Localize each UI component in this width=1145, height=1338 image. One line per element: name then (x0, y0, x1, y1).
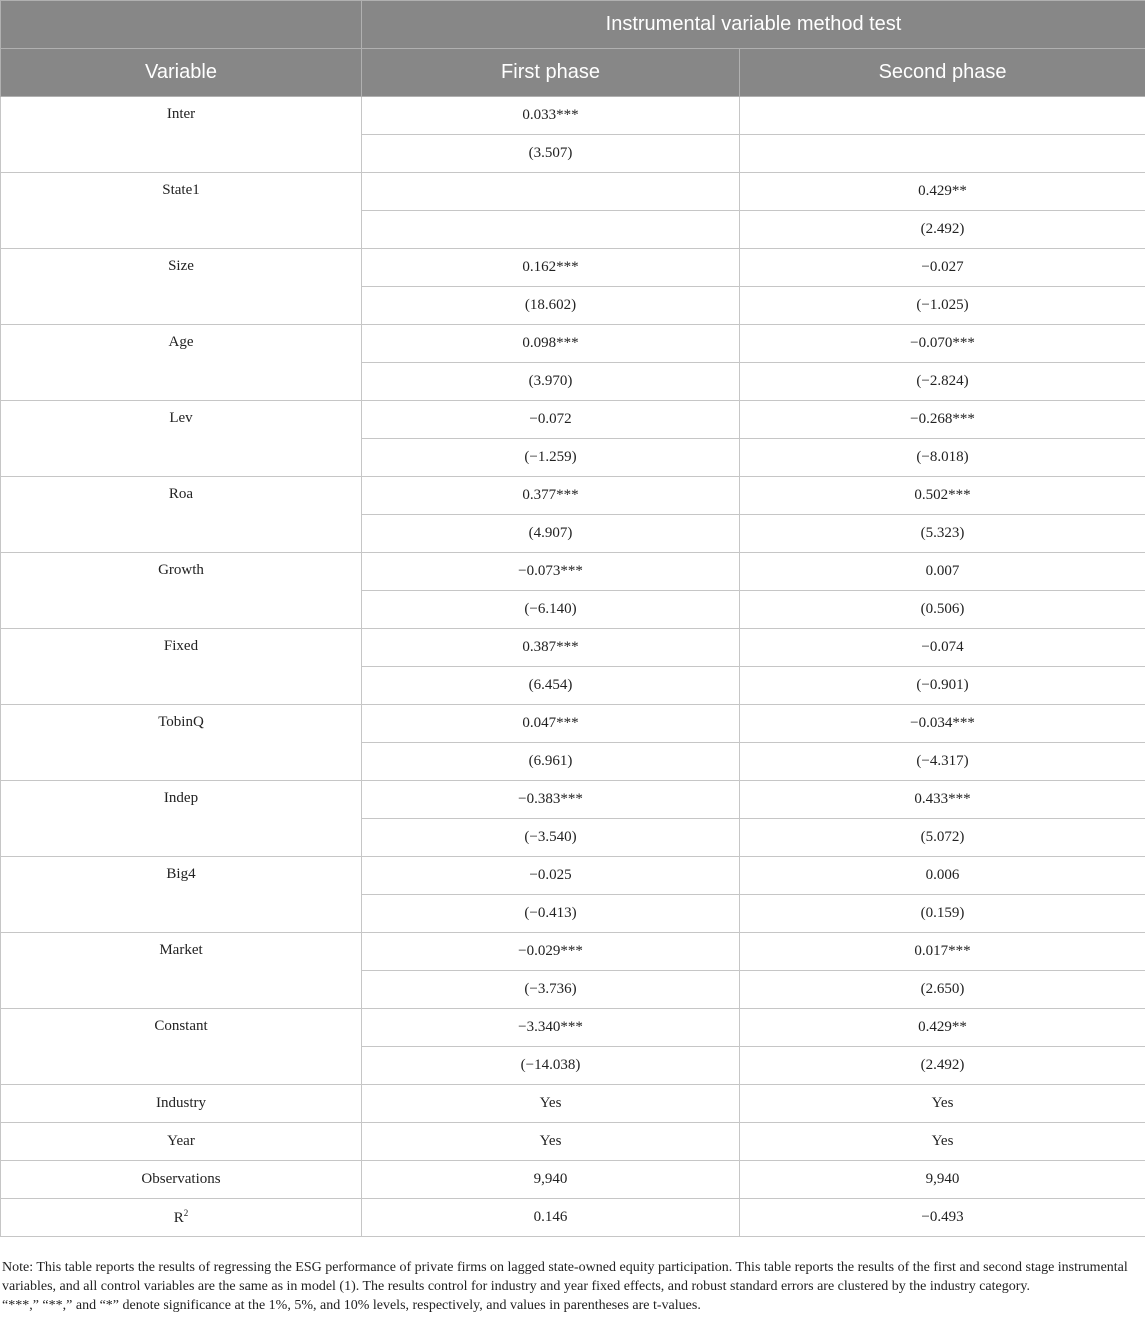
header-variable: Variable (1, 49, 362, 97)
table-note (2, 1258, 1140, 1315)
second-phase-coef: 0.429** (740, 173, 1145, 211)
second-phase-r2: −0.493 (740, 1199, 1145, 1237)
note-paragraph: Note: This table reports the results of regressing the ESG performance of private firms on lagged state-owned equity participation. This table reports the results of the first and second stage instrumental variables, and all control variables are the same as in model (1). The results control for industry and year fixed effects, and robust standard errors are clustered by the industry category. (2, 1260, 1128, 1294)
first-phase-coef: −0.072 (362, 401, 740, 439)
variable-name-cell: Constant (1, 1009, 362, 1085)
second-phase-value: Yes (740, 1085, 1145, 1123)
second-phase-tvalue: (2.492) (740, 211, 1145, 249)
table-row (1, 857, 1145, 895)
note-significance: “***,” “**,” and “*” denote significance at the 1%, 5%, and 10% levels, respectively, and values in parentheses are t-values. (2, 1298, 701, 1313)
first-phase-coef: −0.025 (362, 857, 740, 895)
r-squared-label (1, 1199, 362, 1237)
second-phase-tvalue: (−4.317) (740, 743, 1145, 781)
variable-name-cell: Growth (1, 553, 362, 629)
second-phase-value: 9,940 (740, 1161, 1145, 1199)
second-phase-coef: −0.268*** (740, 401, 1145, 439)
r-squared-superscript: 2 (183, 1208, 189, 1218)
second-phase-coef: −0.070*** (740, 325, 1145, 363)
footer-label-cell: Industry (1, 1085, 362, 1123)
first-phase-coef: −0.029*** (362, 933, 740, 971)
second-phase-tvalue: (−0.901) (740, 667, 1145, 705)
variable-name-cell: Fixed (1, 629, 362, 705)
table-row (1, 1009, 1145, 1047)
variable-name-cell: State1 (1, 173, 362, 249)
second-phase-tvalue: (−8.018) (740, 439, 1145, 477)
variable-name-cell: Big4 (1, 857, 362, 933)
first-phase-value: Yes (362, 1085, 740, 1123)
first-phase-tvalue (362, 211, 740, 249)
first-phase-tvalue: (−1.259) (362, 439, 740, 477)
first-phase-coef: 0.047*** (362, 705, 740, 743)
second-phase-coef: 0.433*** (740, 781, 1145, 819)
variable-name-cell: Inter (1, 97, 362, 173)
table-row (1, 249, 1145, 287)
variable-name-cell: Lev (1, 401, 362, 477)
first-phase-tvalue: (6.961) (362, 743, 740, 781)
first-phase-coef (362, 173, 740, 211)
first-phase-r2: 0.146 (362, 1199, 740, 1237)
variable-name-cell: Size (1, 249, 362, 325)
table-row (1, 325, 1145, 363)
variable-name-cell: Indep (1, 781, 362, 857)
first-phase-tvalue: (18.602) (362, 287, 740, 325)
second-phase-tvalue: (2.650) (740, 971, 1145, 1009)
second-phase-tvalue: (5.072) (740, 819, 1145, 857)
second-phase-coef: 0.017*** (740, 933, 1145, 971)
table-row (1, 1161, 1145, 1199)
second-phase-tvalue: (0.506) (740, 591, 1145, 629)
first-phase-tvalue: (−0.413) (362, 895, 740, 933)
first-phase-coef: 0.098*** (362, 325, 740, 363)
first-phase-coef: 0.162*** (362, 249, 740, 287)
first-phase-coef: −3.340*** (362, 1009, 740, 1047)
second-phase-tvalue: (0.159) (740, 895, 1145, 933)
table-row (1, 1199, 1145, 1237)
first-phase-tvalue: (3.507) (362, 135, 740, 173)
variable-name-cell: Market (1, 933, 362, 1009)
table-row (1, 553, 1145, 591)
footer-label-cell: Observations (1, 1161, 362, 1199)
variable-name-cell: Age (1, 325, 362, 401)
second-phase-coef: −0.027 (740, 249, 1145, 287)
first-phase-value: 9,940 (362, 1161, 740, 1199)
second-phase-coef (740, 97, 1145, 135)
table-row (1, 477, 1145, 515)
table-body (1, 97, 1145, 1237)
table-row (1, 933, 1145, 971)
second-phase-coef: 0.007 (740, 553, 1145, 591)
second-phase-tvalue (740, 135, 1145, 173)
second-phase-coef: −0.074 (740, 629, 1145, 667)
second-phase-coef: 0.429** (740, 1009, 1145, 1047)
second-phase-coef: −0.034*** (740, 705, 1145, 743)
header-first-phase: First phase (362, 49, 740, 97)
first-phase-tvalue: (4.907) (362, 515, 740, 553)
first-phase-tvalue: (−3.736) (362, 971, 740, 1009)
second-phase-tvalue: (−2.824) (740, 363, 1145, 401)
second-phase-tvalue: (−1.025) (740, 287, 1145, 325)
first-phase-tvalue: (−6.140) (362, 591, 740, 629)
first-phase-tvalue: (−14.038) (362, 1047, 740, 1085)
second-phase-tvalue: (5.323) (740, 515, 1145, 553)
table-row (1, 1085, 1145, 1123)
first-phase-tvalue: (6.454) (362, 667, 740, 705)
header-blank-cell (1, 1, 362, 49)
second-phase-value: Yes (740, 1123, 1145, 1161)
header-second-phase: Second phase (740, 49, 1145, 97)
second-phase-coef: 0.006 (740, 857, 1145, 895)
table-row (1, 173, 1145, 211)
first-phase-coef: −0.073*** (362, 553, 740, 591)
table-row (1, 781, 1145, 819)
variable-name-cell: Roa (1, 477, 362, 553)
table-row (1, 705, 1145, 743)
second-phase-tvalue: (2.492) (740, 1047, 1145, 1085)
first-phase-value: Yes (362, 1123, 740, 1161)
header-group-title: Instrumental variable method test (362, 1, 1145, 49)
table-row (1, 1123, 1145, 1161)
variable-name-cell: TobinQ (1, 705, 362, 781)
first-phase-coef: 0.033*** (362, 97, 740, 135)
r-squared-label-text: R (173, 1210, 184, 1226)
table-row (1, 629, 1145, 667)
first-phase-tvalue: (3.970) (362, 363, 740, 401)
first-phase-tvalue: (−3.540) (362, 819, 740, 857)
first-phase-coef: −0.383*** (362, 781, 740, 819)
first-phase-coef: 0.377*** (362, 477, 740, 515)
second-phase-coef: 0.502*** (740, 477, 1145, 515)
first-phase-coef: 0.387*** (362, 629, 740, 667)
table-row (1, 97, 1145, 135)
table-row (1, 401, 1145, 439)
footer-label-cell: Year (1, 1123, 362, 1161)
